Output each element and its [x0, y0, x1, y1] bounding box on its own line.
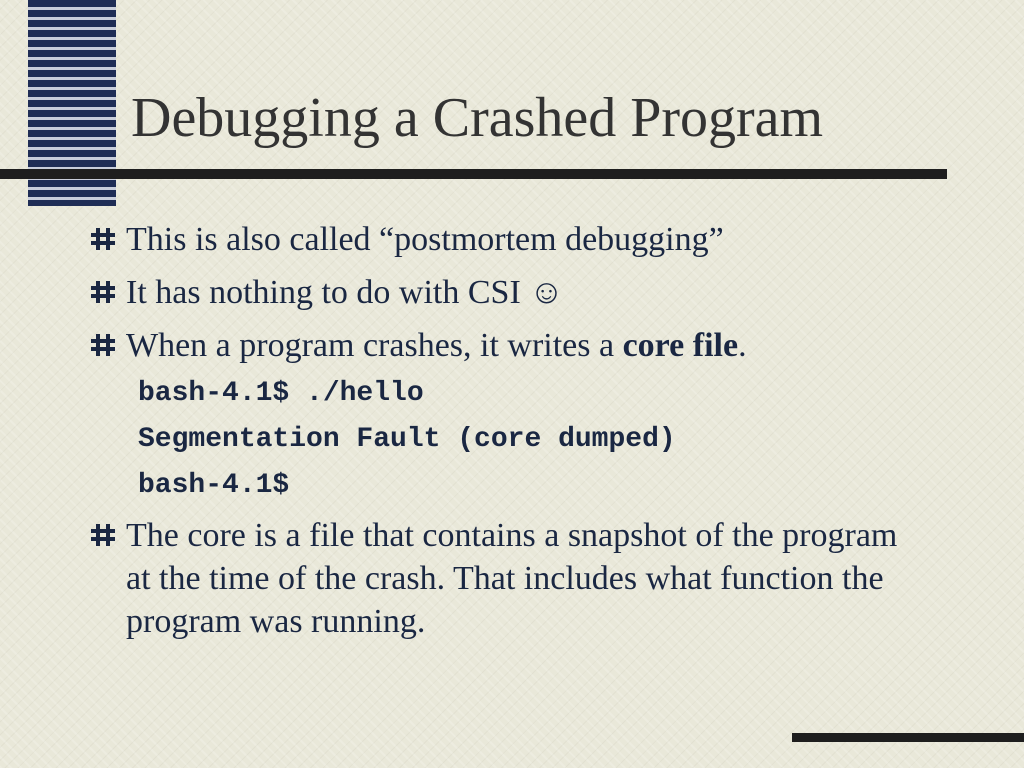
bullet-text: This is also called “postmortem debugging”	[126, 221, 724, 258]
bullet-text-end: .	[738, 327, 747, 364]
bullet-text: When a program crashes, it writes a	[126, 327, 623, 364]
code-line: bash-4.1$ ./hello	[138, 378, 424, 409]
hash-bullet-icon	[90, 332, 116, 358]
bold-term: core file	[622, 327, 739, 364]
bullet-text: The core is a file that contains a snapshot of the program at the time of the crash. That includes what function the program was running.	[126, 517, 898, 640]
slide-title: Debugging a Crashed Program	[131, 87, 824, 149]
code-line: bash-4.1$	[138, 470, 290, 501]
hash-bullet-icon	[90, 522, 116, 548]
footer-rule	[792, 733, 1024, 742]
bullet-text: It has nothing to do with CSI	[126, 274, 521, 311]
bullet-3	[90, 324, 970, 367]
code-line: Segmentation Fault (core dumped)	[138, 424, 676, 455]
title-underline-rule	[0, 169, 947, 179]
hash-bullet-icon	[90, 226, 116, 252]
bullet-1	[90, 218, 970, 261]
hash-bullet-icon	[90, 279, 116, 305]
bullet-2	[90, 271, 970, 314]
smiley-icon: ☺	[529, 274, 565, 311]
bullet-4	[90, 514, 910, 643]
